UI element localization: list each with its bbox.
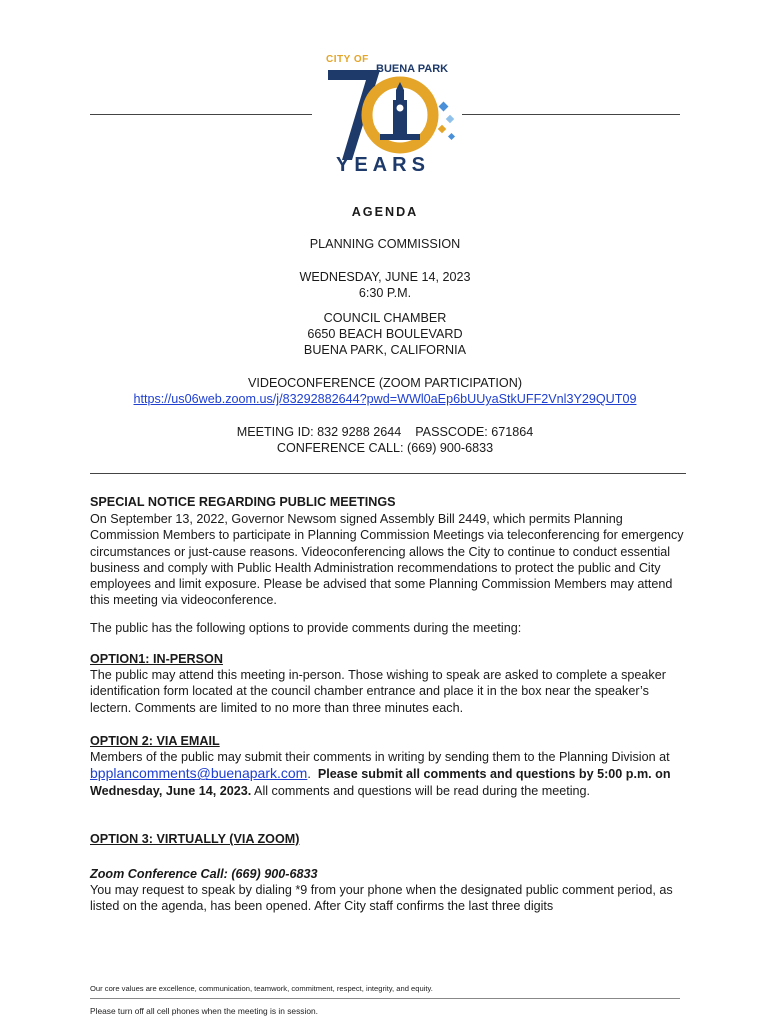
option3-text: You may request to speak by dialing *9 from your phone when the designated public comment period, as listed on the agenda, has been opened. After City staff confirms the last three digits — [90, 883, 673, 914]
header-bottom-rule — [90, 473, 686, 474]
meeting-id: MEETING ID: 832 9288 2644 PASSCODE: 671864 — [236, 425, 534, 439]
logo-buena-park: BUENA PARK — [376, 63, 449, 75]
location-line-2: 6650 BEACH BOULEVARD — [307, 327, 463, 341]
zoom-link[interactable]: https://us06web.zoom.us/j/83292882644?pwd=WWl0aEp6bUUyaStkUFF2Vnl3Y29QUT09 — [133, 392, 637, 406]
videoconference-label: VIDEOCONFERENCE (ZOOM PARTICIPATION) — [247, 376, 523, 390]
meeting-date: WEDNESDAY, JUNE 14, 2023 — [299, 270, 471, 284]
option2-text — [90, 749, 690, 799]
location-line-1: COUNCIL CHAMBER — [323, 311, 447, 325]
commission-name: PLANNING COMMISSION — [309, 237, 461, 251]
meeting-time: 6:30 P.M. — [358, 286, 412, 300]
option3-title: OPTION 3: VIRTUALLY (VIA ZOOM) — [90, 832, 300, 846]
core-values: Our core values are excellence, communication, teamwork, commitment, respect, integrity, and equity. — [90, 984, 433, 993]
logo-years: YEARS — [336, 154, 430, 176]
option2-text-b: . — [307, 767, 318, 782]
zoom-link-wrapper — [0, 391, 770, 408]
options-intro: The public has the following options to provide comments during the meeting: — [90, 621, 522, 635]
email-link[interactable]: bpplancomments@buenapark.com — [90, 765, 308, 782]
option1-text: The public may attend this meeting in-person. Those wishing to speak are asked to complete a speaker identification form located at the council chamber entrance and place it in the box near the speaker’s lectern. Comments are limited to no more than three minutes each. — [90, 668, 666, 715]
option1-title: OPTION1: IN-PERSON — [90, 652, 223, 666]
cell-phone-notice: Please turn off all cell phones when the meeting is in session. — [90, 1006, 318, 1016]
notice-paragraph: On September 13, 2022, Governor Newsom signed Assembly Bill 2449, which permits Planning Commission Members to participate in Planning Commission Meetings via teleconferencing for emergency circumstances or just-cause reasons. Videoconferencing allows the City to continue to conduct essential business and comply with Public Health Administration recommendations to protect the public and City employees and limit exposure. Please be advised that some Planning Commission Members may attend this meeting via videoconference. — [90, 512, 684, 608]
city-logo — [318, 42, 463, 180]
location-line-3: BUENA PARK, CALIFORNIA — [303, 343, 467, 357]
option2-text-c: All comments and questions will be read during the meeting. — [251, 783, 591, 798]
header-rule-right — [462, 114, 680, 115]
header-rule-left — [90, 114, 312, 115]
option2-title: OPTION 2: VIA EMAIL — [90, 734, 220, 748]
conference-call: CONFERENCE CALL: (669) 900-6833 — [276, 441, 494, 455]
option2-deadline: Please submit all comments and questions by 5:00 p.m. on Wednesday, June 14, 2023. — [90, 767, 671, 798]
footer-rule — [90, 998, 680, 999]
zoom-conference-call: Zoom Conference Call: (669) 900-6833 — [90, 867, 318, 881]
option2-text-a: Members of the public may submit their comments in writing by sending them to the Planning Division at — [90, 750, 670, 764]
notice-title: SPECIAL NOTICE REGARDING PUBLIC MEETINGS — [90, 495, 396, 509]
logo-city-of: CITY OF — [326, 54, 369, 65]
agenda-title: AGENDA — [351, 205, 419, 219]
